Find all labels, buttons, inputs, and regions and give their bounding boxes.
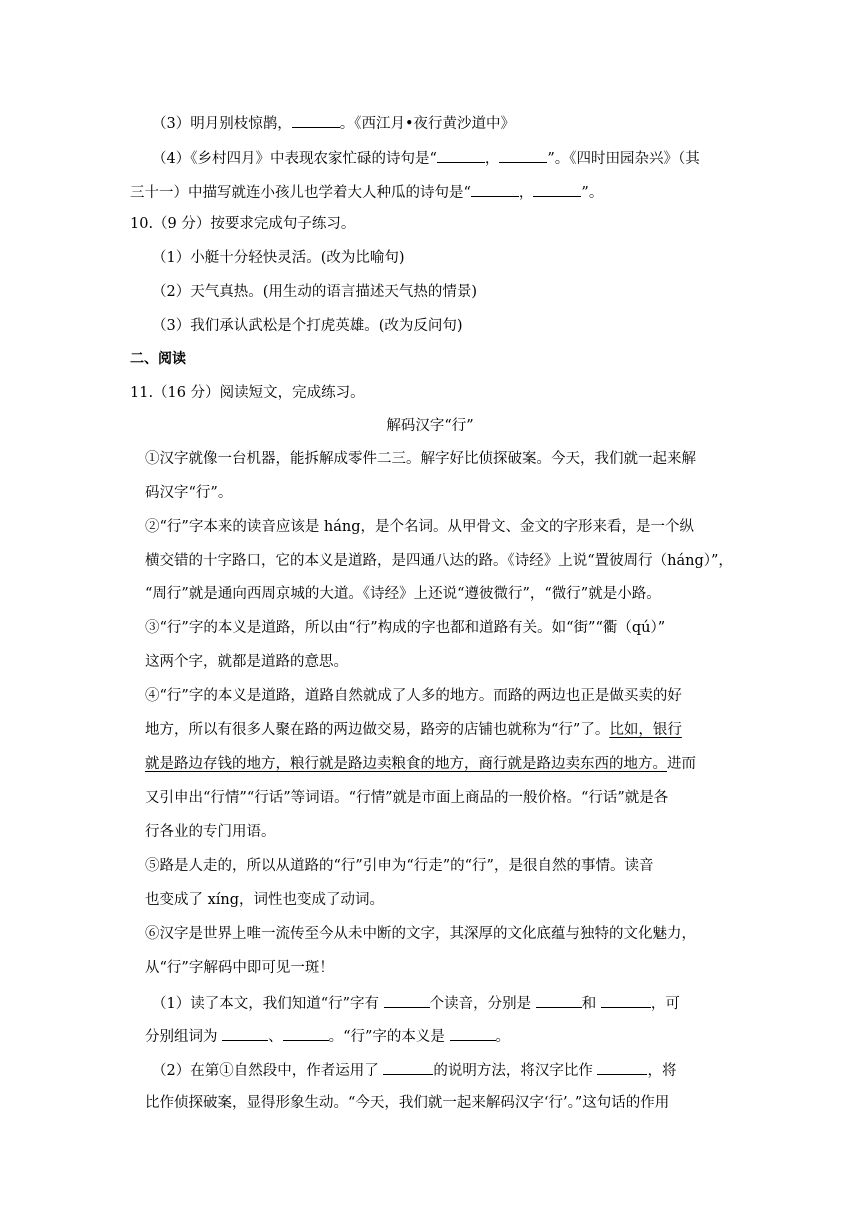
underlined-sentence: 就是路边存钱的地方，粮行就是路边卖粮食的地方，商行就是路边卖东西的地方。 — [145, 756, 667, 772]
paragraph-1-line: 码汉字“行”。 — [145, 485, 233, 501]
text: 、 — [268, 1029, 283, 1045]
text: （1）读了本文，我们知道“行”字有 — [152, 996, 380, 1012]
poem-line-3 — [152, 112, 515, 134]
answer-blank[interactable] — [499, 147, 547, 163]
text: ， — [484, 151, 500, 167]
text: 分别组词为 — [145, 1029, 218, 1045]
paragraph-3-line: 这两个字，就都是道路的意思。 — [145, 654, 348, 670]
answer-blank[interactable] — [383, 1059, 433, 1075]
text: ，将 — [647, 1063, 677, 1079]
paragraph-4-line: ④“行”字的本义是道路，道路自然就成了人多的地方。而路的两边也正是做买卖的好 — [145, 688, 682, 704]
poem-line-4-cont — [130, 181, 603, 203]
passage-title: 解码汉字“行” — [386, 418, 474, 434]
paragraph-4-line — [145, 720, 682, 740]
text: ”。 — [581, 185, 604, 201]
text: （4）《乡村四月》中表现农家忙碌的诗句是“ — [152, 151, 437, 167]
answer-blank[interactable] — [601, 992, 651, 1008]
answer-blank[interactable] — [437, 147, 485, 163]
text: 的说明方法，将汉字比作 — [433, 1063, 593, 1079]
paragraph-1-line: ①汉字就像一台机器，能拆解成零件二三。解字好比侦探破案。今天，我们就一起来解 — [145, 451, 696, 467]
text: 三十一）中描写就连小孩儿也学着大人种瓜的诗句是“ — [130, 185, 471, 201]
paragraph-4-line: 又引申出“行情”“行话”等词语。“行情”就是市面上商品的一般价格。“行话”就是各 — [145, 790, 669, 806]
paragraph-6-line: 从“行”字解码中即可见一斑！ — [145, 960, 334, 976]
answer-blank[interactable] — [471, 181, 519, 197]
subquestion-2-cont: 比作侦探破案，显得形象生动。“今天，我们就一起来解码汉字‘行’。”这句话的作用 — [145, 1095, 670, 1111]
paragraph-2-line: “周行”就是通向西周京城的大道。《诗经》上还说“遵彼微行”，“微行”就是小路。 — [145, 586, 661, 602]
paragraph-2-line: ②“行”字本来的读音应该是 háng，是个名词。从甲骨文、金文的字形来看，是一个纵 — [145, 519, 695, 535]
text: 个读音，分别是 — [429, 996, 532, 1012]
subquestion-1-cont — [145, 1025, 510, 1047]
underlined-sentence: 比如，银行 — [609, 722, 682, 738]
text: 。《西江月•夜行黄沙道中》 — [339, 116, 516, 132]
text: ”。《四时田园杂兴》（其 — [547, 151, 700, 167]
answer-blank[interactable] — [292, 112, 340, 128]
text: 和 — [581, 996, 597, 1012]
paragraph-5-line: ⑤路是人走的，所以从道路的“行”引申为“行走”的“行”，是很自然的事情。读音 — [145, 858, 654, 874]
answer-blank[interactable] — [222, 1025, 268, 1041]
text: 。“行”字的本义是 — [328, 1029, 445, 1045]
text: 地方，所以有很多人聚在路的两边做交易，路旁的店铺也就称为“行”了。 — [145, 722, 610, 738]
answer-blank[interactable] — [450, 1025, 496, 1041]
answer-blank[interactable] — [533, 181, 581, 197]
text: 。 — [495, 1029, 511, 1045]
text: ， — [518, 185, 534, 201]
text: （3）明月别枝惊鹊， — [152, 116, 292, 132]
text: ，可 — [650, 996, 680, 1012]
paragraph-4-line — [145, 754, 696, 774]
paragraph-4-line: 行各业的专门用语。 — [145, 824, 276, 840]
question-11: 11.（16 分）阅读短文，完成练习。 — [130, 385, 365, 401]
question-10-3: （3）我们承认武松是个打虎英雄。(改为反问句) — [152, 318, 463, 334]
question-10-2: （2）天气真热。(用生动的语言描述天气热的情景) — [152, 284, 478, 300]
question-10-1: （1）小艇十分轻快灵活。(改为比喻句) — [152, 250, 405, 266]
answer-blank[interactable] — [283, 1025, 329, 1041]
answer-blank[interactable] — [597, 1059, 647, 1075]
paragraph-5-line: 也变成了 xíng，词性也变成了动词。 — [145, 892, 385, 908]
paragraph-3-line: ③“行”字的本义是道路，所以由“行”构成的字也都和道路有关。如“街”“衢（qú）” — [145, 620, 666, 636]
answer-blank[interactable] — [384, 992, 430, 1008]
question-10: 10.（9 分）按要求完成句子练习。 — [130, 216, 356, 232]
subquestion-1 — [152, 992, 680, 1014]
paragraph-2-line: 横交错的十字路口，它的本义是道路，是四通八达的路。《诗经》上说“置彼周行（háng）”， — [145, 553, 733, 569]
section-heading: 二、阅读 — [130, 351, 186, 367]
subquestion-2 — [152, 1059, 676, 1081]
text: （2）在第①自然段中，作者运用了 — [152, 1063, 379, 1079]
paragraph-6-line: ⑥汉字是世界上唯一流传至今从未中断的文字，其深厚的文化底蕴与独特的文化魅力， — [145, 926, 696, 942]
poem-line-4 — [152, 147, 700, 169]
answer-blank[interactable] — [536, 992, 582, 1008]
text: 进而 — [667, 756, 696, 772]
